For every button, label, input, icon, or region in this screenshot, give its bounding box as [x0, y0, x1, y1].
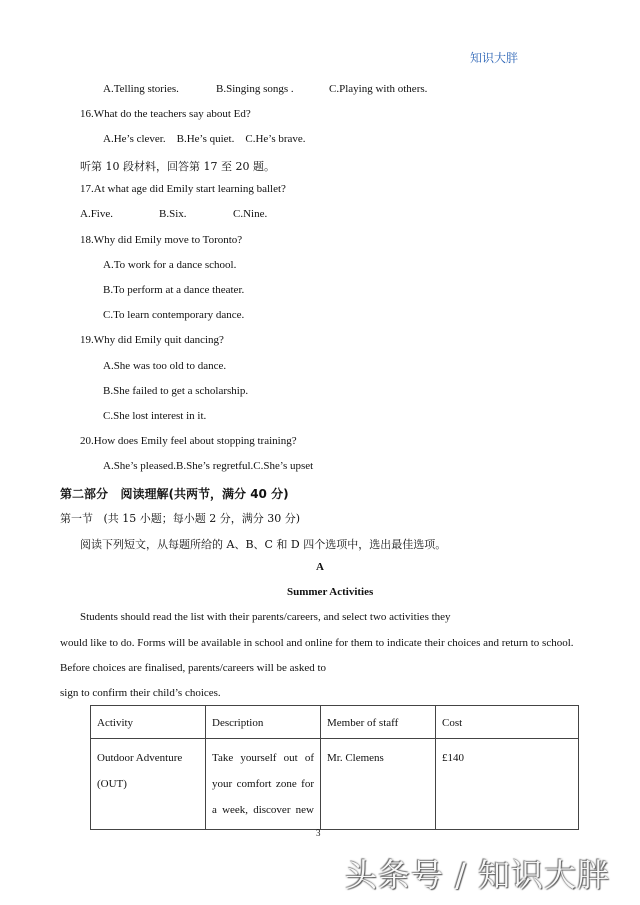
paragraph-line-4: sign to confirm their child’s choices.: [60, 687, 221, 699]
question-20: 20.How does Emily feel about stopping training?: [80, 435, 297, 447]
header-cost: Cost: [436, 706, 579, 739]
q15-option-b: B.Singing songs .: [216, 83, 294, 95]
description-line: a week, discover new: [212, 804, 314, 816]
activities-table: [90, 705, 579, 830]
q15-option-a: A.Telling stories.: [103, 83, 179, 95]
section1-heading: 第一节 (共 15 小题；每小题 2 分，满分 30 分): [60, 512, 301, 525]
table-row: [91, 739, 579, 830]
cell-description: [206, 739, 321, 830]
question-18: 18.Why did Emily move to Toronto?: [80, 234, 243, 246]
question-19: 19.Why did Emily quit dancing?: [80, 334, 224, 346]
paragraph-line-3: Before choices are finalised, parents/careers will be asked to: [60, 662, 327, 674]
question-16: 16.What do the teachers say about Ed?: [80, 108, 251, 120]
cell-cost: £140: [436, 739, 579, 830]
reading-instruction: 阅读下列短文，从每题所给的 A、B、C 和 D 四个选项中，选出最佳选项。: [80, 538, 447, 551]
q18-option-b: B.To perform at a dance theater.: [103, 284, 245, 296]
cell-staff: Mr. Clemens: [321, 739, 436, 830]
q20-options: A.She’s pleased.B.She’s regretful.C.She’s upset: [103, 460, 314, 472]
passage-label: A: [316, 561, 324, 573]
listening-instruction: 听第 10 段材料，回答第 17 至 20 题。: [80, 160, 275, 173]
q17-option-b: B.Six.: [159, 208, 187, 220]
header-staff: Member of staff: [321, 706, 436, 739]
paragraph-line-1: Students should read the list with their parents/careers, and select two activities they: [80, 611, 451, 623]
header-description: Description: [206, 706, 321, 739]
question-17: 17.At what age did Emily start learning ballet?: [80, 183, 286, 195]
q19-option-b: B.She failed to get a scholarship.: [103, 385, 249, 397]
description-line: your comfort zone for: [212, 778, 314, 790]
page-number: 3: [316, 828, 321, 838]
activity-line: Outdoor Adventure: [97, 752, 183, 764]
q18-option-c: C.To learn contemporary dance.: [103, 309, 245, 321]
q19-option-c: C.She lost interest in it.: [103, 410, 207, 422]
watermark: 头条号 / 知识大胖: [345, 856, 611, 894]
passage-title: Summer Activities: [287, 586, 374, 598]
q17-option-a: A.Five.: [80, 208, 113, 220]
paragraph-line-2: would like to do. Forms will be available in school and online for them to indicate their choices and return to school.: [60, 637, 574, 649]
q16-options: A.He’s clever. B.He’s quiet. C.He’s brave.: [103, 133, 306, 145]
q19-option-a: A.She was too old to dance.: [103, 360, 227, 372]
activity-line: (OUT): [97, 778, 127, 790]
header-activity: Activity: [91, 706, 206, 739]
q15-option-c: C.Playing with others.: [329, 83, 428, 95]
description-line: Take yourself out of: [212, 752, 314, 764]
cell-activity: [91, 739, 206, 830]
table-header-row: [91, 706, 579, 739]
part2-heading: 第二部分 阅读理解(共两节，满分 40 分): [60, 487, 289, 501]
brand-header: 知识大胖: [470, 51, 519, 65]
q17-option-c: C.Nine.: [233, 208, 268, 220]
q18-option-a: A.To work for a dance school.: [103, 259, 237, 271]
